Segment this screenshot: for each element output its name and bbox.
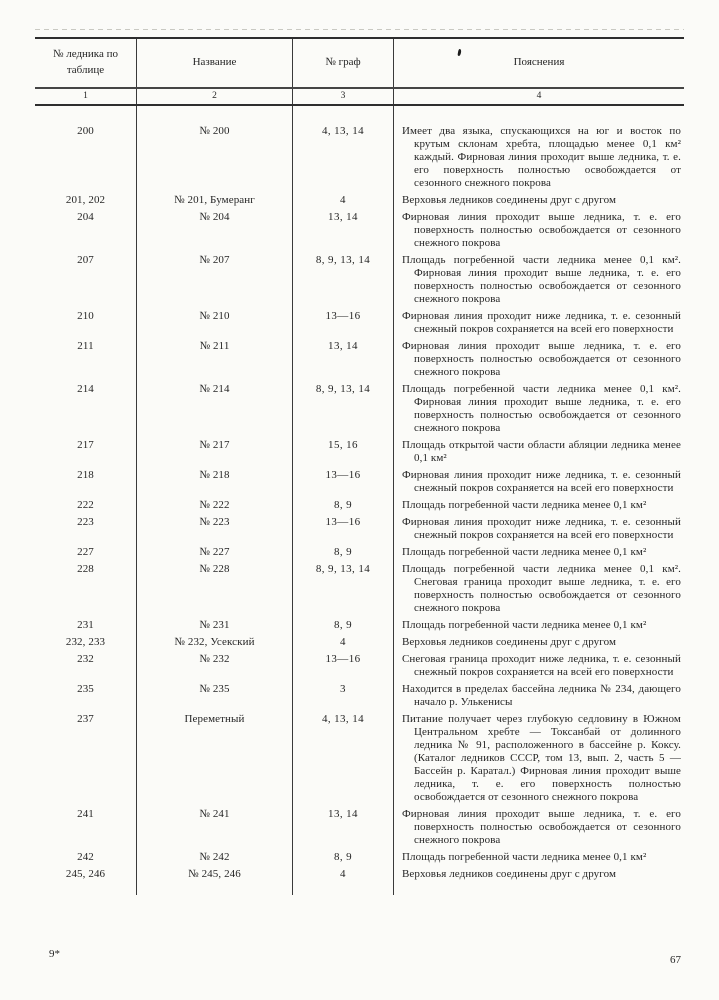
explanation-cell: Фирновая линия проходит выше ледника, т. е. его поверхность полностью освобождается от сезонного снежного покрова <box>402 340 681 378</box>
explanation-cell: Фирновая линия проходит ниже ледника, т. е. сезонный снежный покров сохраняется на всей его поверхности <box>402 516 681 541</box>
table-row <box>35 808 684 851</box>
glacier-name-cell: № 223 <box>137 516 293 546</box>
table-row <box>35 868 684 895</box>
glacier-name-cell: № 232 <box>137 653 293 683</box>
glacier-name-cell: № 207 <box>137 254 293 310</box>
glacier-number-cell: 222 <box>35 499 137 516</box>
table-row <box>35 516 684 546</box>
glacier-number-cell: 241 <box>35 808 137 851</box>
signature-mark: 9* <box>49 948 60 960</box>
glacier-number-cell: 232 <box>35 653 137 683</box>
graph-number-cell: 13—16 <box>293 469 394 499</box>
ink-artifact <box>457 49 461 56</box>
table-row <box>35 851 684 868</box>
graph-number-cell: 13—16 <box>293 653 394 683</box>
header-name: Название <box>137 39 293 87</box>
explanation-cell: Площадь погребенной части ледника менее 0,1 км² <box>402 546 647 558</box>
glacier-number-cell: 227 <box>35 546 137 563</box>
table-row <box>35 713 684 808</box>
graph-number-cell: 13, 14 <box>293 340 394 383</box>
table-row <box>35 619 684 636</box>
glacier-number-cell: 218 <box>35 469 137 499</box>
table-row <box>35 194 684 211</box>
graph-number-cell: 4 <box>293 194 394 211</box>
explanation-cell: Верховья ледников соединены друг с другом <box>402 194 617 206</box>
glacier-number-cell: 217 <box>35 439 137 469</box>
table-row <box>35 653 684 683</box>
graph-number-cell: 13, 14 <box>293 808 394 851</box>
graph-number-cell: 13—16 <box>293 516 394 546</box>
graph-number-cell: 8, 9, 13, 14 <box>293 563 394 619</box>
glacier-number-cell: 207 <box>35 254 137 310</box>
glacier-number-cell: 200 <box>35 106 137 194</box>
glacier-name-cell: № 210 <box>137 310 293 340</box>
glacier-number-cell: 231 <box>35 619 137 636</box>
graph-number-cell: 8, 9 <box>293 619 394 636</box>
glacier-name-cell: № 235 <box>137 683 293 713</box>
table-row <box>35 469 684 499</box>
glacier-name-cell: № 227 <box>137 546 293 563</box>
graph-number-cell: 13, 14 <box>293 211 394 254</box>
explanation-cell: Находится в пределах бассейна ледника № 234, дающего начало р. Улькенисы <box>402 683 681 708</box>
graph-number-cell: 4 <box>293 636 394 653</box>
top-faint-rule <box>35 29 684 30</box>
table-row <box>35 683 684 713</box>
explanation-cell: Фирновая линия проходит выше ледника, т. е. его поверхность полностью освобождается от сезонного снежного покрова <box>402 808 681 846</box>
graph-number-cell: 8, 9 <box>293 851 394 868</box>
explanation-cell: Фирновая линия проходит выше ледника, т. е. его поверхность полностью освобождается от сезонного снежного покрова <box>402 211 681 249</box>
glacier-name-cell: № 204 <box>137 211 293 254</box>
column-number-3: 3 <box>293 89 394 104</box>
graph-number-cell: 4 <box>293 868 394 895</box>
column-number-4: 4 <box>536 91 542 101</box>
glacier-number-cell: 232, 233 <box>35 636 137 653</box>
glacier-name-cell: № 242 <box>137 851 293 868</box>
glacier-name-cell: № 201, Бумеранг <box>137 194 293 211</box>
explanation-cell: Фирновая линия проходит ниже ледника, т. е. сезонный снежный покров сохраняется на всей его поверхности <box>402 469 681 494</box>
table-row <box>35 383 684 439</box>
explanation-cell: Площадь погребенной части ледника менее 0,1 км². Фирновая линия проходит выше ледника, т. е. его поверхность полностью освобождается от сезонного снежного покрова <box>402 254 681 305</box>
explanation-cell: Площадь погребенной части ледника менее 0,1 км². Снеговая граница проходит выше ледника, т. е. его поверхность полностью освобождается от сезонного снежного покрова <box>402 563 681 614</box>
graph-number-cell: 8, 9, 13, 14 <box>293 383 394 439</box>
column-number-1: 1 <box>35 89 137 104</box>
table-row <box>35 499 684 516</box>
glacier-number-cell: 245, 246 <box>35 868 137 895</box>
glacier-number-cell: 242 <box>35 851 137 868</box>
graph-number-cell: 8, 9, 13, 14 <box>293 254 394 310</box>
graph-number-cell: 8, 9 <box>293 546 394 563</box>
graph-number-cell: 13—16 <box>293 310 394 340</box>
glacier-number-cell: 237 <box>35 713 137 808</box>
glacier-number-cell: 201, 202 <box>35 194 137 211</box>
glacier-name-cell: № 214 <box>137 383 293 439</box>
glacier-name-cell: № 200 <box>137 106 293 194</box>
explanation-cell: Верховья ледников соединены друг с другом <box>402 636 617 648</box>
header-explanations <box>394 39 684 87</box>
header-graph: № граф <box>293 39 394 87</box>
glacier-name-cell: № 218 <box>137 469 293 499</box>
explanation-cell: Имеет два языка, спускающихся на юг и восток по крутым склонам хребта, площадью менее 0,1 км² каждый. Фирновая линия проходит выше ледника, т. е. его поверхность полностью освобождается от сезонного снежного покрова <box>402 125 681 189</box>
table-row <box>35 211 684 254</box>
explanation-cell: Верховья ледников соединены друг с другом <box>402 868 617 880</box>
glacier-table <box>35 37 684 895</box>
glacier-name-cell: № 241 <box>137 808 293 851</box>
table-row <box>35 439 684 469</box>
glacier-number-cell: 235 <box>35 683 137 713</box>
glacier-name-cell: № 232, Усекский <box>137 636 293 653</box>
explanation-cell: Площадь погребенной части ледника менее 0,1 км² <box>402 619 647 631</box>
graph-number-cell: 4, 13, 14 <box>293 106 394 194</box>
column-number-2: 2 <box>137 89 293 104</box>
glacier-name-cell: № 222 <box>137 499 293 516</box>
table-row <box>35 546 684 563</box>
explanation-cell: Фирновая линия проходит ниже ледника, т. е. сезонный снежный покров сохраняется на всей его поверхности <box>402 310 681 335</box>
glacier-name-cell: № 217 <box>137 439 293 469</box>
header-explanations-label: Пояснения <box>513 56 565 69</box>
graph-number-cell: 15, 16 <box>293 439 394 469</box>
table-row <box>35 106 684 194</box>
explanation-cell: Снеговая граница проходит ниже ледника, т. е. сезонный снежный покров сохраняется на всей его поверхности <box>402 653 681 678</box>
glacier-name-cell: № 245, 246 <box>137 868 293 895</box>
graph-number-cell: 4, 13, 14 <box>293 713 394 808</box>
glacier-number-cell: 204 <box>35 211 137 254</box>
column-numbers-row <box>35 89 684 106</box>
glacier-number-cell: 214 <box>35 383 137 439</box>
glacier-number-cell: 223 <box>35 516 137 546</box>
table-row <box>35 254 684 310</box>
page-number: 67 <box>670 954 681 966</box>
header-glacier-number: № ледника по таблице <box>35 39 137 87</box>
explanation-cell: Площадь погребенной части ледника менее 0,1 км² <box>402 851 647 863</box>
glacier-number-cell: 211 <box>35 340 137 383</box>
graph-number-cell: 3 <box>293 683 394 713</box>
glacier-name-cell: № 231 <box>137 619 293 636</box>
glacier-number-cell: 210 <box>35 310 137 340</box>
table-row <box>35 310 684 340</box>
table-header-row <box>35 37 684 89</box>
explanation-cell: Площадь погребенной части ледника менее 0,1 км² <box>402 499 647 511</box>
glacier-name-cell: № 211 <box>137 340 293 383</box>
table-body <box>35 106 684 895</box>
graph-number-cell: 8, 9 <box>293 499 394 516</box>
table-row <box>35 636 684 653</box>
explanation-cell: Питание получает через глубокую седловину в Южном Центральном хребте — Токсанбай от долинного ледника № 91, расположенного в бассейне р. Коксу. (Каталог ледников СССР, том 13, вып. 2, часть 5 — Бассейн р. Каратал.) Фирновая линия проходит выше ледника, т. е. его поверхность полностью освобождается от сезонного снежного покрова <box>402 713 681 803</box>
glacier-name-cell: № 228 <box>137 563 293 619</box>
glacier-number-cell: 228 <box>35 563 137 619</box>
table-row <box>35 340 684 383</box>
explanation-cell: Площадь открытой части области абляции ледника менее 0,1 км² <box>402 439 681 464</box>
glacier-name-cell: Переметный <box>137 713 293 808</box>
explanation-cell: Площадь погребенной части ледника менее 0,1 км². Фирновая линия проходит выше ледника, т. е. его поверхность полностью освобождается от сезонного снежного покрова <box>402 383 681 434</box>
table-row <box>35 563 684 619</box>
